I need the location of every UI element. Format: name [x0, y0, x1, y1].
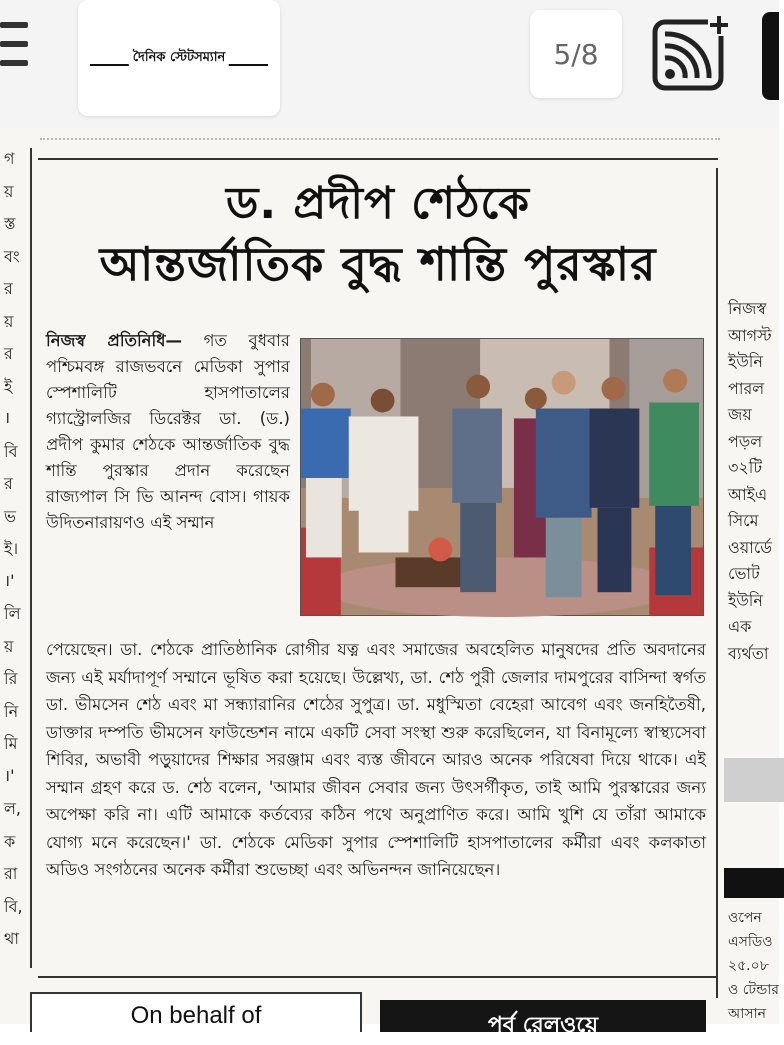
right-column-text-fragment: আগস্ট — [728, 325, 772, 345]
lead-text: গত বুধবার পশ্চিমবঙ্গ রাজভবনে মেডিকা সুপার স্পেশালিটি হাসপাতালের গ্যাস্ট্রোলজির ডিরেক্টর ডা. (ড.) প্রদীপ কুমার শেঠকে আন্তর্জাতিক বুদ্ধ শান্তি পুরস্কার প্রদান করেছেন রাজ্যপাল সি ভি আনন্দ বোস। গায়ক উদিতনারায়ণও এই সম্মান — [46, 331, 290, 532]
rss-feed-add-icon[interactable] — [652, 14, 732, 94]
right-column-text-fragment: ৩২টি — [728, 458, 763, 477]
right-column-text-fragment: ওপেন — [728, 910, 762, 926]
right-column-text-fragment: ও টেন্ডার — [728, 982, 780, 998]
left-column-text-fragment: বং — [4, 246, 20, 266]
left-column-text-fragment: র — [4, 474, 13, 493]
article-bottom-rule — [38, 976, 718, 978]
right-column-text-fragment: সিমে — [728, 511, 759, 530]
newspaper-masthead-logo: দৈনিক স্টেটসম্যান — [129, 48, 229, 69]
ad-left-title: On behalf of — [130, 1002, 262, 1029]
left-column-text-fragment: বি — [4, 441, 18, 461]
page-indicator-button[interactable]: 5/8 — [530, 10, 622, 98]
left-column-text-fragment: ক — [4, 831, 16, 851]
left-column-text-fragment: লি — [4, 604, 21, 623]
right-column-text-fragment: আসান — [728, 1006, 766, 1022]
left-column-text-fragment: ভ — [4, 506, 16, 526]
left-column-text-fragment: । — [4, 408, 11, 427]
right-column-text-fragment: নিজস্ব — [728, 299, 767, 318]
article-body-paragraph: পেয়েছেন। ডা. শেঠকে প্রাতিষ্ঠানিক রোগীর যত্ন এবং সমাজের অবহেলিত মানুষদের প্রতি অবদানের জন্য এই মর্যাদাপূর্ণ সম্মানে ভূষিত করা হয়েছে। উল্লেখ্য, ডা. শেঠ পুরী জেলার দামপুরের বাসিন্দা স্বর্গত ডা. ভীমসেন শেঠ এবং মা সন্ধ্যারানির শেঠের সুপুত্র। ডা. মধুস্মিতা বেহেরা আবেগ এবং জনহিতৈষী, ডাক্তার দম্পতি ভীমসেন ফাউন্ডেশন নামে একটি সেবা সংস্থা শুরু করেছিলেন, যা বিনামূল্যে স্বাস্থ্যসেবা শিবির, অভাবী পড়ুয়াদের শিক্ষার সরঞ্জাম এবং ব্যস্ত জীবনে আরও অনেক পরিষেবা দিয়ে থাকে। এই সম্মান গ্রহণ করে ড. শেঠ বলেন, 'আমার জীবন সেবার জন্য উৎসর্গীকৃত, তাই আমি পুরস্কারের জন্য অপেক্ষা করি না। এটি আমাকে কর্তব্যের কঠিন পথে অনুপ্রাণিত করে। আমি খুশি যে তাঁরা আমাকে যোগ্য মনে করেছেন।' ডা. শেঠকে মেডিকা সুপার স্পেশালিটি হাসপাতালের কর্মীরা এবং কলকাতা অডিও সংগঠনের অনেক কর্মীরা শুভেচ্ছা এবং অভিনন্দন জানিয়েছেন। — [46, 640, 706, 879]
left-column-text-fragment: র — [4, 344, 13, 363]
right-column-text-fragment: ইউনি — [728, 590, 763, 610]
article-top-rule — [38, 158, 718, 160]
right-column-fragment — [724, 168, 779, 1024]
right-column-text-fragment: এক — [728, 617, 752, 636]
right-column-text-fragment: পারল — [728, 378, 765, 398]
award-ceremony-photo[interactable] — [300, 338, 704, 616]
headline-line-2: আন্তর্জাতিক বুদ্ধ শান্তি পুরস্কার — [99, 237, 657, 291]
left-column-text-fragment: য় — [4, 636, 14, 656]
right-column-text-fragment: পড়ল — [728, 431, 763, 451]
newspaper-selector-card[interactable] — [78, 0, 280, 116]
right-column-text-fragment: ব্যর্থতা — [728, 643, 769, 663]
advertisement-railway[interactable] — [380, 1000, 706, 1038]
column-divider — [30, 148, 32, 968]
ad-right-title: পূর্ব রেলওয়ে — [487, 1013, 599, 1038]
headline-line-1: ড. প্রদীপ শেঠকে — [225, 178, 530, 229]
left-column-text-fragment: বি, — [4, 896, 23, 916]
left-column-text-fragment: মি — [4, 734, 18, 753]
news-article — [38, 158, 718, 978]
right-column-text-fragment: ওয়ার্ডে — [728, 537, 773, 557]
right-column-text-fragment: আইএ — [728, 484, 768, 504]
article-lead-paragraph — [46, 328, 290, 536]
left-column-text-fragment: থা — [4, 929, 20, 948]
newspaper-page — [0, 128, 780, 1038]
left-column-text-fragment: ।' — [4, 570, 15, 590]
left-column-text-fragment: ল, — [4, 799, 22, 818]
left-column-text-fragment: নি — [4, 701, 19, 721]
right-column-text-fragment: এসডিও — [728, 934, 773, 950]
left-column-text-fragment: য় — [4, 311, 14, 331]
advertisement-left[interactable] — [30, 992, 362, 1032]
cut-off-text-row — [40, 130, 720, 140]
left-column-text-fragment: য় — [4, 181, 14, 201]
left-column-text-fragment: ।' — [4, 765, 15, 785]
left-column-text-fragment: রি — [4, 669, 18, 688]
dark-ad-fragment — [724, 868, 784, 898]
left-column-text-fragment: গ — [4, 149, 15, 168]
grey-ad-fragment — [724, 758, 784, 802]
byline: নিজস্ব প্রতিনিধি— — [46, 331, 182, 350]
hamburger-menu-icon[interactable] — [0, 22, 30, 72]
reader-toolbar — [0, 0, 779, 128]
right-column-text-fragment: জয় — [728, 405, 752, 424]
left-column-text-fragment: র — [4, 279, 13, 298]
left-column-text-fragment: স্ত — [4, 214, 16, 233]
right-column-text-fragment: ২৫.০৮ — [728, 958, 769, 974]
right-column-text-fragment: ইউনি — [728, 352, 763, 371]
right-column-text-fragment: ভোট — [728, 564, 760, 583]
left-column-fragment — [0, 128, 28, 1024]
left-column-text-fragment: ই। — [4, 539, 19, 558]
side-panel-tab[interactable] — [762, 12, 779, 100]
left-column-text-fragment: ই — [4, 376, 13, 396]
left-column-text-fragment: রা — [4, 864, 18, 883]
